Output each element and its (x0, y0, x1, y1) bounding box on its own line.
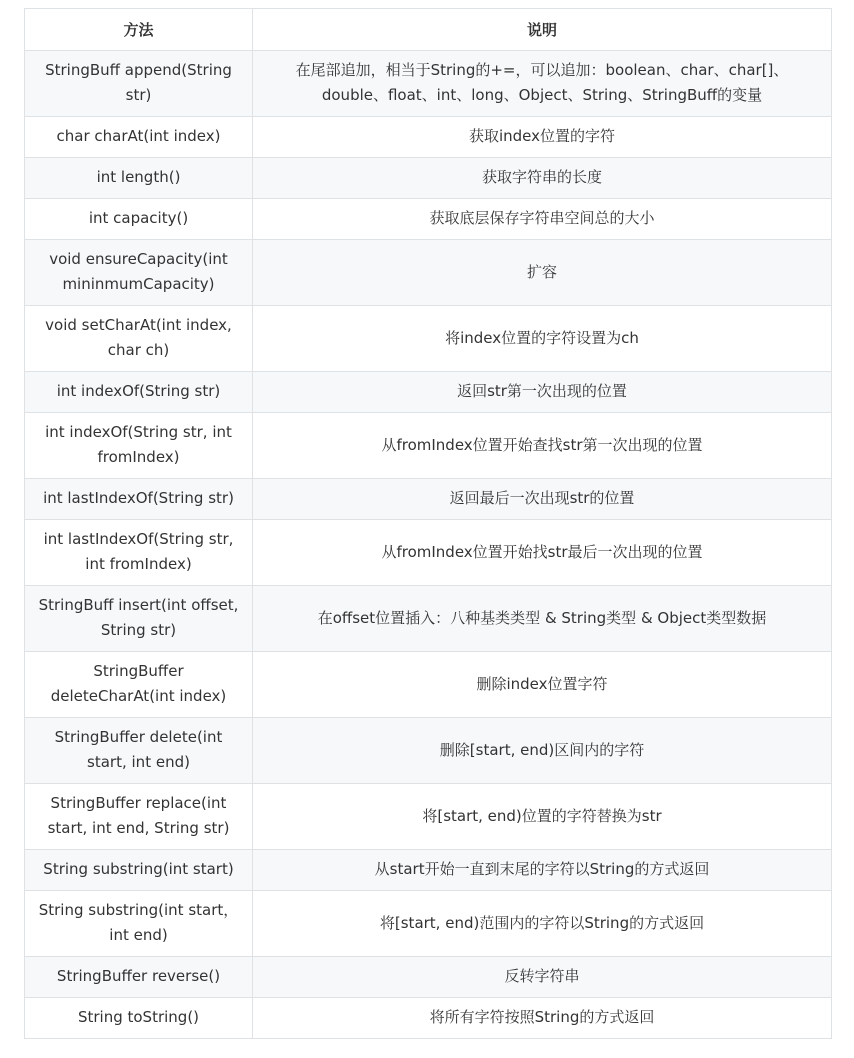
description-cell: 获取底层保存字符串空间总的大小 (253, 199, 832, 240)
method-cell: StringBuff append(String str) (25, 51, 253, 117)
method-cell: void ensureCapacity(int mininmumCapacity) (25, 240, 253, 306)
table-row (25, 51, 832, 117)
table-row (25, 158, 832, 199)
description-cell: 获取字符串的长度 (253, 158, 832, 199)
description-cell: 从fromIndex位置开始找str最后一次出现的位置 (253, 520, 832, 586)
table-row (25, 586, 832, 652)
method-cell: int lastIndexOf(String str) (25, 479, 253, 520)
table-row (25, 117, 832, 158)
description-cell: 将所有字符按照String的方式返回 (253, 998, 832, 1039)
description-cell: 删除[start, end)区间内的字符 (253, 718, 832, 784)
method-cell: int lastIndexOf(String str, int fromIndex) (25, 520, 253, 586)
methods-table-container (24, 8, 831, 1039)
method-cell: StringBuffer replace(int start, int end, String str) (25, 784, 253, 850)
method-cell: StringBuffer reverse() (25, 957, 253, 998)
table-row (25, 652, 832, 718)
table-row (25, 957, 832, 998)
description-cell: 在尾部追加，相当于String的+=，可以追加：boolean、char、char[]、double、float、int、long、Object、String、StringBuff的变量 (253, 51, 832, 117)
description-cell: 将index位置的字符设置为ch (253, 306, 832, 372)
table-row (25, 784, 832, 850)
table-row (25, 240, 832, 306)
header-method: 方法 (25, 9, 253, 51)
header-description: 说明 (253, 9, 832, 51)
table-row (25, 850, 832, 891)
method-cell: StringBuffer deleteCharAt(int index) (25, 652, 253, 718)
method-cell: StringBuff insert(int offset, String str) (25, 586, 253, 652)
method-cell: int indexOf(String str, int fromIndex) (25, 413, 253, 479)
method-cell: int capacity() (25, 199, 253, 240)
description-cell: 反转字符串 (253, 957, 832, 998)
table-row (25, 998, 832, 1039)
table-row (25, 479, 832, 520)
method-cell: String substring(int start) (25, 850, 253, 891)
method-cell: String toString() (25, 998, 253, 1039)
table-row (25, 199, 832, 240)
table-row (25, 306, 832, 372)
description-cell: 删除index位置字符 (253, 652, 832, 718)
description-cell: 返回最后一次出现str的位置 (253, 479, 832, 520)
method-cell: int indexOf(String str) (25, 372, 253, 413)
method-cell: int length() (25, 158, 253, 199)
description-cell: 在offset位置插入：八种基类类型 & String类型 & Object类型数据 (253, 586, 832, 652)
table-row (25, 372, 832, 413)
description-cell: 返回str第一次出现的位置 (253, 372, 832, 413)
table-row (25, 718, 832, 784)
table-row (25, 891, 832, 957)
method-cell: String substring(int start，int end) (25, 891, 253, 957)
description-cell: 从fromIndex位置开始查找str第一次出现的位置 (253, 413, 832, 479)
table-header-row (25, 9, 832, 51)
table-row (25, 520, 832, 586)
description-cell: 将[start, end)位置的字符替换为str (253, 784, 832, 850)
description-cell: 扩容 (253, 240, 832, 306)
table-row (25, 413, 832, 479)
description-cell: 将[start, end)范围内的字符以String的方式返回 (253, 891, 832, 957)
method-cell: void setCharAt(int index, char ch) (25, 306, 253, 372)
methods-table (24, 8, 832, 1039)
description-cell: 从start开始一直到末尾的字符以String的方式返回 (253, 850, 832, 891)
description-cell: 获取index位置的字符 (253, 117, 832, 158)
method-cell: char charAt(int index) (25, 117, 253, 158)
method-cell: StringBuffer delete(int start, int end) (25, 718, 253, 784)
